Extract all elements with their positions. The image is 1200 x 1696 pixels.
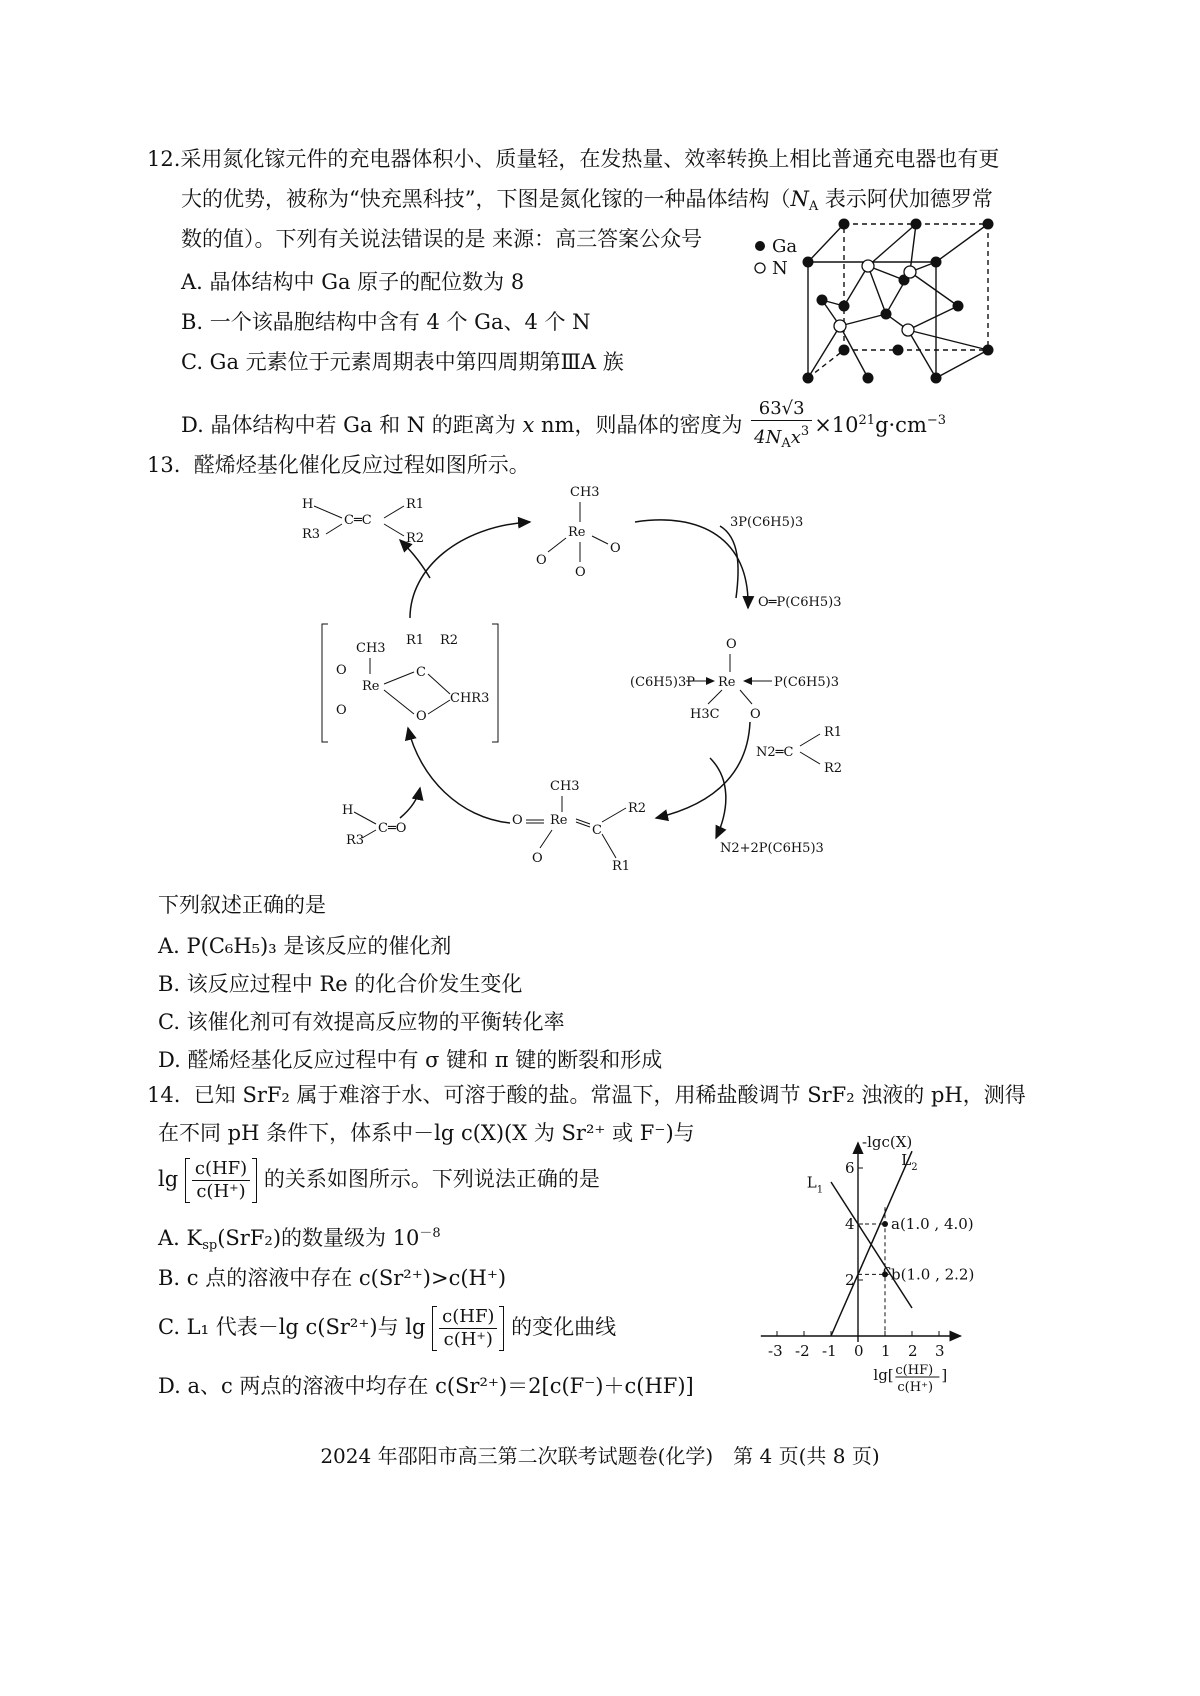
y-tick-label: 4 xyxy=(845,1215,855,1233)
svg-text:CH3: CH3 xyxy=(550,779,580,794)
svg-text:O═P(C6H5)3: O═P(C6H5)3 xyxy=(758,595,842,610)
svg-text:R1: R1 xyxy=(406,497,425,512)
series-label-l1-sub: 1 xyxy=(816,1184,824,1196)
svg-text:R3: R3 xyxy=(302,527,321,542)
q13-question: 下列叙述正确的是 xyxy=(158,893,326,917)
svg-text:R1: R1 xyxy=(406,633,425,648)
x-axis-label-lg: lg[ xyxy=(873,1366,894,1384)
svg-text:O: O xyxy=(512,813,523,828)
y-tick-label: 2 xyxy=(845,1271,855,1289)
svg-text:R2: R2 xyxy=(628,801,647,816)
q14-option-c: C. L₁ 代表－lg c(Sr²⁺)与 lg $\frac{c(HF)}{c(H^+)}$ 的变化曲线 xyxy=(158,1306,617,1350)
x-tick-label: -2 xyxy=(795,1342,810,1360)
svg-text:O: O xyxy=(726,637,737,652)
svg-text:O: O xyxy=(610,541,621,556)
svg-text:3P(C6H5)3: 3P(C6H5)3 xyxy=(730,515,804,530)
page-footer: 2024 年邵阳市高三第二次联考试题卷(化学) 第 4 页(共 8 页) xyxy=(320,1444,880,1468)
svg-text:R2: R2 xyxy=(824,761,843,776)
density-fraction: $\frac{63√3}{4N_Ax^3}$ xyxy=(751,398,812,455)
svg-text:O: O xyxy=(336,663,347,678)
catalytic-cycle-diagram xyxy=(300,478,900,888)
y-axis-label: -lgc(X) xyxy=(862,1133,913,1151)
q13-option-b: B. 该反应过程中 Re 的化合价发生变化 xyxy=(158,972,523,996)
q14-option-a: A. $K_{sp}(SrF_2)$的数量级为 $10^{-8}$ xyxy=(158,1226,441,1253)
q12-line2: 大的优势，被称为“快充黑科技”，下图是氮化镓的一种晶体结构（$N_A$ 表示阿伏加德罗常 xyxy=(181,187,993,214)
svg-text:C: C xyxy=(592,823,602,838)
svg-text:Ga: Ga xyxy=(772,236,798,257)
svg-text:H: H xyxy=(302,497,314,512)
svg-text:CH3: CH3 xyxy=(356,641,386,656)
q12-line3: 数的值）。下列有关说法错误的是 来源：高三答案公众号 xyxy=(181,227,703,251)
x-tick-label: 3 xyxy=(935,1342,945,1360)
series-label-l2: L xyxy=(901,1151,912,1170)
q12-option-a: A. 晶体结构中 Ga 原子的配位数为 8 xyxy=(181,270,525,294)
gan-crystal-structure xyxy=(740,210,1010,390)
svg-text:O: O xyxy=(575,565,586,580)
svg-text:(C6H5)3P: (C6H5)3P xyxy=(630,675,695,690)
q12-option-c: C. Ga 元素位于元素周期表中第四周期第ⅢA 族 xyxy=(181,350,624,374)
x-tick-label: -1 xyxy=(822,1342,837,1360)
x-tick-label: 1 xyxy=(881,1342,891,1360)
x-axis-label-den: c(H⁺) xyxy=(897,1380,934,1395)
q12-option-b: B. 一个该晶胞结构中含有 4 个 Ga、4 个 N xyxy=(181,310,591,334)
svg-text:O: O xyxy=(536,553,547,568)
svg-text:O: O xyxy=(750,707,761,722)
svg-text:R2: R2 xyxy=(406,531,425,546)
q13-stem: 13. 醛烯烃基化催化反应过程如图所示。 xyxy=(147,453,530,477)
svg-text:Re: Re xyxy=(550,813,568,828)
x-axis-label-num: c(HF) xyxy=(895,1363,934,1378)
svg-text:N: N xyxy=(772,258,788,279)
svg-text:Re: Re xyxy=(718,675,736,690)
svg-text:O: O xyxy=(532,851,543,866)
point-label-c: c xyxy=(882,1261,892,1280)
x-tick-label: 2 xyxy=(908,1342,918,1360)
svg-text:C═C: C═C xyxy=(344,513,372,528)
svg-text:R2: R2 xyxy=(440,633,459,648)
svg-text:O: O xyxy=(416,709,427,724)
series-label-l1: L xyxy=(806,1173,817,1192)
svg-text:Re: Re xyxy=(568,525,586,540)
q14-option-d: D. a、c 两点的溶液中均存在 c(Sr²⁺)＝2[c(F⁻)＋c(HF)] xyxy=(158,1374,694,1398)
x-axis-label-close: ] xyxy=(941,1366,948,1384)
svg-text:CHR3: CHR3 xyxy=(450,691,490,706)
svg-text:R1: R1 xyxy=(612,859,631,874)
svg-text:CH3: CH3 xyxy=(570,485,600,500)
q12-option-d: D. 晶体结构中若 Ga 和 N 的距离为 x nm，则晶体的密度为 $\frac{63√3}{4N_Ax^3}$ $\times 10^{21}g\cdot cm^{-3}$ xyxy=(181,398,946,455)
svg-text:H: H xyxy=(342,803,354,818)
q13-option-c: C. 该催化剂可有效提高反应物的平衡转化率 xyxy=(158,1010,565,1034)
q12-line1: 12.采用氮化镓元件的充电器体积小、质量轻，在发热量、效率转换上相比普通充电器也有更 xyxy=(147,147,1000,171)
q14-line1: 14. 已知 SrF₂ 属于难溶于水、可溶于酸的盐。常温下，用稀盐酸调节 SrF₂ 浊液的 pH，测得 xyxy=(147,1083,1026,1107)
svg-text:N2+2P(C6H5)3: N2+2P(C6H5)3 xyxy=(720,841,824,856)
q14-line2: 在不同 pH 条件下，体系中－lg c(X)(X 为 Sr²⁺ 或 F⁻)与 xyxy=(158,1121,695,1145)
x-tick-label: -3 xyxy=(768,1342,783,1360)
svg-text:N2═C: N2═C xyxy=(756,745,794,760)
x-tick-label: 0 xyxy=(854,1342,864,1360)
y-tick-label: 6 xyxy=(845,1159,855,1177)
svg-text:H3C: H3C xyxy=(690,707,720,722)
svg-text:C═O: C═O xyxy=(378,821,407,836)
series-line-l2 xyxy=(831,1151,912,1336)
svg-text:O: O xyxy=(336,703,347,718)
svg-text:R3: R3 xyxy=(346,833,365,848)
point-label: a(1.0 , 4.0) xyxy=(891,1215,974,1233)
q13-option-d: D. 醛烯烃基化反应过程中有 σ 键和 π 键的断裂和形成 xyxy=(158,1048,663,1072)
svg-text:C: C xyxy=(416,665,426,680)
q14-option-b: B. c 点的溶液中存在 c(Sr²⁺)>c(H⁺) xyxy=(158,1266,507,1290)
svg-text:Re: Re xyxy=(362,679,380,694)
series-label-l2-sub: 2 xyxy=(911,1162,918,1174)
svg-text:R1: R1 xyxy=(824,725,843,740)
q14-line3: lg $\frac{c(HF)}{c(H^+)}$ 的关系如图所示。下列说法正确的是 xyxy=(158,1158,600,1202)
q13-option-a: A. P(C₆H₅)₃ 是该反应的催化剂 xyxy=(158,934,452,958)
svg-text:P(C6H5)3: P(C6H5)3 xyxy=(774,675,839,690)
point-label: b(1.0 , 2.2) xyxy=(891,1265,975,1284)
lgc-chart xyxy=(760,1108,1010,1398)
